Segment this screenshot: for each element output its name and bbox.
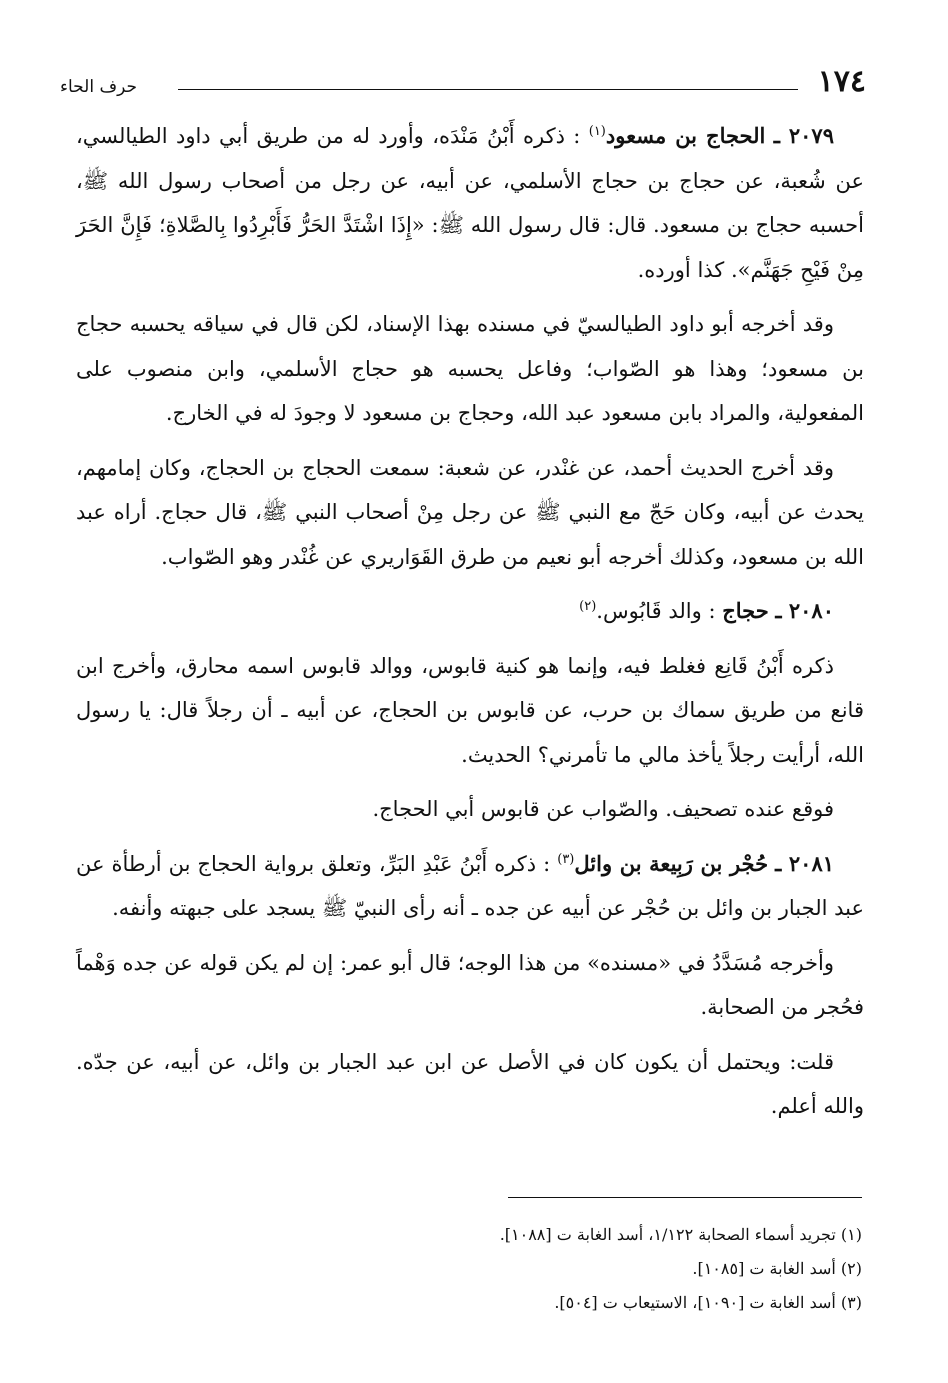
footnote: (١) تجريد أسماء الصحابة ١/١٢٢، أسد الغابة ت [١٠٨٨]. bbox=[499, 1225, 862, 1244]
footnote-ref: (٢) bbox=[579, 599, 597, 614]
running-title: حرف الحاء bbox=[60, 77, 137, 97]
entry-number: ٢٠٧٩ ـ bbox=[773, 123, 834, 148]
footnote: (٢) أسد الغابة ت [١٠٨٥]. bbox=[692, 1259, 862, 1278]
entry-number: ٢٠٨١ ـ bbox=[775, 850, 835, 876]
paragraph: ذكره أَبْنُ قَانِع فغلط فيه، وإنما هو كنية قابوس، ووالد قابوس اسمه محارق، وأخرج ابن قانع من طريق سماك بن حرب، عن قابوس بن الحجاج، عن أبيه ـ أن رجلاً قال: يا رسول الله، أرأيت رجلاً يأخذ مالي ما تأمرني؟ الحديث. bbox=[76, 653, 864, 767]
footnote-rule bbox=[508, 1197, 862, 1198]
page-header bbox=[60, 62, 866, 106]
entry-name: حُجْر بن رَبِيعة بن وائل bbox=[574, 850, 769, 876]
page-number: ١٧٤ bbox=[817, 64, 866, 99]
footnotes bbox=[82, 1218, 862, 1320]
entry-text: : ذكره أَبْنُ مَنْدَه، وأورد له من طريق أبي داود الطيالسي، عن شُعبة، عن حجاج بن حجاج الأسلمي، عن أبيه، عن رجل من أصحاب رسول الله ﷺ، أحسبه حجاج بن مسعود. قال: قال رسول الله ﷺ: «إِذَا اشْتَدَّ الحَرُّ فَأَبْرِدُوا بِالصَّلاةِ؛ فَإِنَّ الحَرَ مِنْ فَيْحِ جَهَنَّم». كذا أورده. bbox=[76, 124, 864, 282]
paragraph: فوقع عنده تصحيف. والصّواب عن قابوس أبي الحجاج. bbox=[372, 797, 834, 821]
paragraph: وأخرجه مُسَدَّدُ في «مسنده» من هذا الوجه؛ قال أبو عمر: إن لم يكن قوله عن جده وَهْماً فحُجر من الصحابة. bbox=[76, 950, 864, 1019]
footnote-ref: (١) bbox=[588, 124, 606, 139]
entry-2080 bbox=[76, 589, 864, 634]
page-body bbox=[76, 114, 864, 1139]
entry-2081 bbox=[76, 842, 864, 931]
entry-number: ٢٠٨٠ ـ bbox=[775, 598, 834, 623]
paragraph: وقد أخرجه أبو داود الطيالسيّ في مسنده بهذا الإسناد، لكن قال في سياقه يحسبه حجاج بن مسعود؛ وهذا هو الصّواب؛ وفاعل يحسبه هو حجاج الأسلمي، وابن منصوب على المفعولية، والمراد بابن مسعود عبد الله، وحجاج بن مسعود لا وجودَ له في الخارج. bbox=[76, 312, 864, 425]
footnote-ref: (٣) bbox=[557, 851, 575, 867]
entry-text: : ذكره أَبْنُ عَبْدِ البَرِّ، وتعلق برواية الحجاج بن أرطأة عن عبد الجبار بن وائل بن حُجْر عن أبيه عن جده ـ أنه رأى النبيّ ﷺ يسجد على جبهته وأنفه. bbox=[76, 851, 864, 920]
entry-text: : والد قَابُوس. bbox=[596, 599, 716, 623]
paragraph: وقد أخرج الحديث أحمد، عن غنْدر، عن شعبة: سمعت الحجاج بن الحجاج، وكان إمامهم، يحدث عن أبيه، وكان حَجّ مع النبي ﷺ عن رجل مِنْ أصحاب النبي ﷺ، قال حجاج. أراه عبد الله بن مسعود، وكذلك أخرجه أبو نعيم من طرق القَوَاريري عن غُنْدر وهو الصّواب. bbox=[76, 455, 864, 569]
entry-name: حجاج bbox=[722, 598, 769, 623]
header-rule bbox=[178, 89, 798, 90]
footnote: (٣) أسد الغابة ت [١٠٩٠]، الاستيعاب ت [٥٠٤]. bbox=[554, 1293, 862, 1312]
entry-name: الحجاج بن مسعود bbox=[605, 123, 766, 148]
entry-2079 bbox=[76, 114, 864, 292]
paragraph: قلت: ويحتمل أن يكون كان في الأصل عن ابن عبد الجبار بن وائل، عن أبيه، عن جدّه. والله أعلم. bbox=[76, 1049, 864, 1118]
